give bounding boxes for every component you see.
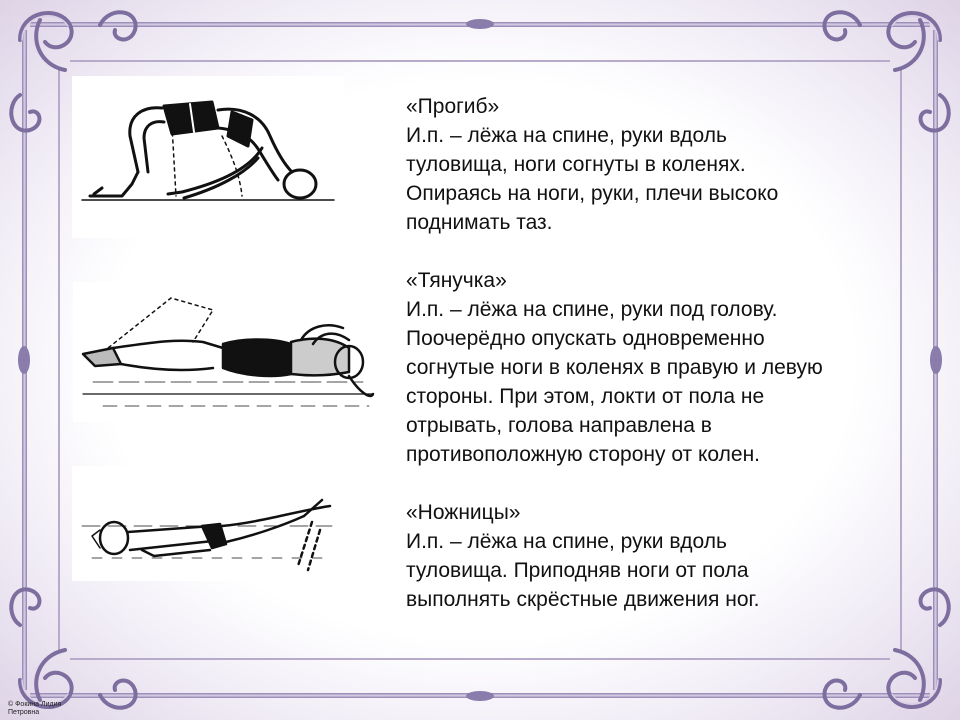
exercise-line: согнутые ноги в коленях в правую и левую [406, 356, 823, 379]
exercise-scissors [406, 498, 906, 614]
exercise-line: поднимать таз. [406, 211, 553, 234]
exercise-stretch [406, 266, 906, 469]
copyright-note [8, 701, 61, 717]
exercise-line: противоположную сторону от колен. [406, 443, 760, 466]
exercise-line: И.п. – лёжа на спине, руки вдоль [406, 124, 727, 147]
knee-twist-illustration [73, 282, 381, 422]
scissors-legs-illustration [72, 466, 342, 581]
exercise-line: выполнять скрёстные движения ног. [406, 588, 760, 611]
exercise-line: И.п. – лёжа на спине, руки вдоль [406, 530, 727, 553]
exercise-line: туловища, ноги согнуты в коленях. [406, 153, 746, 176]
exercise-bridge [406, 92, 906, 237]
exercise-line: стороны. При этом, локти от пола не [406, 385, 765, 408]
bridge-pose-illustration [72, 76, 344, 238]
exercise-title: «Ножницы» [406, 501, 521, 524]
exercise-line: Опираясь на ноги, руки, плечи высоко [406, 182, 779, 205]
exercise-descriptions [406, 92, 906, 643]
exercise-title: «Тянучка» [406, 269, 507, 292]
copyright-line: © Фокина Лидия [8, 701, 62, 708]
exercise-title: «Прогиб» [406, 95, 500, 118]
exercise-line: туловища. Приподняв ноги от пола [406, 559, 749, 582]
exercise-line: И.п. – лёжа на спине, руки под голову. [406, 298, 778, 321]
copyright-line: Петровна [8, 709, 40, 716]
exercise-line: Поочерёдно опускать одновременно [406, 327, 765, 350]
exercise-line: отрывать, голова направлена в [406, 414, 712, 437]
